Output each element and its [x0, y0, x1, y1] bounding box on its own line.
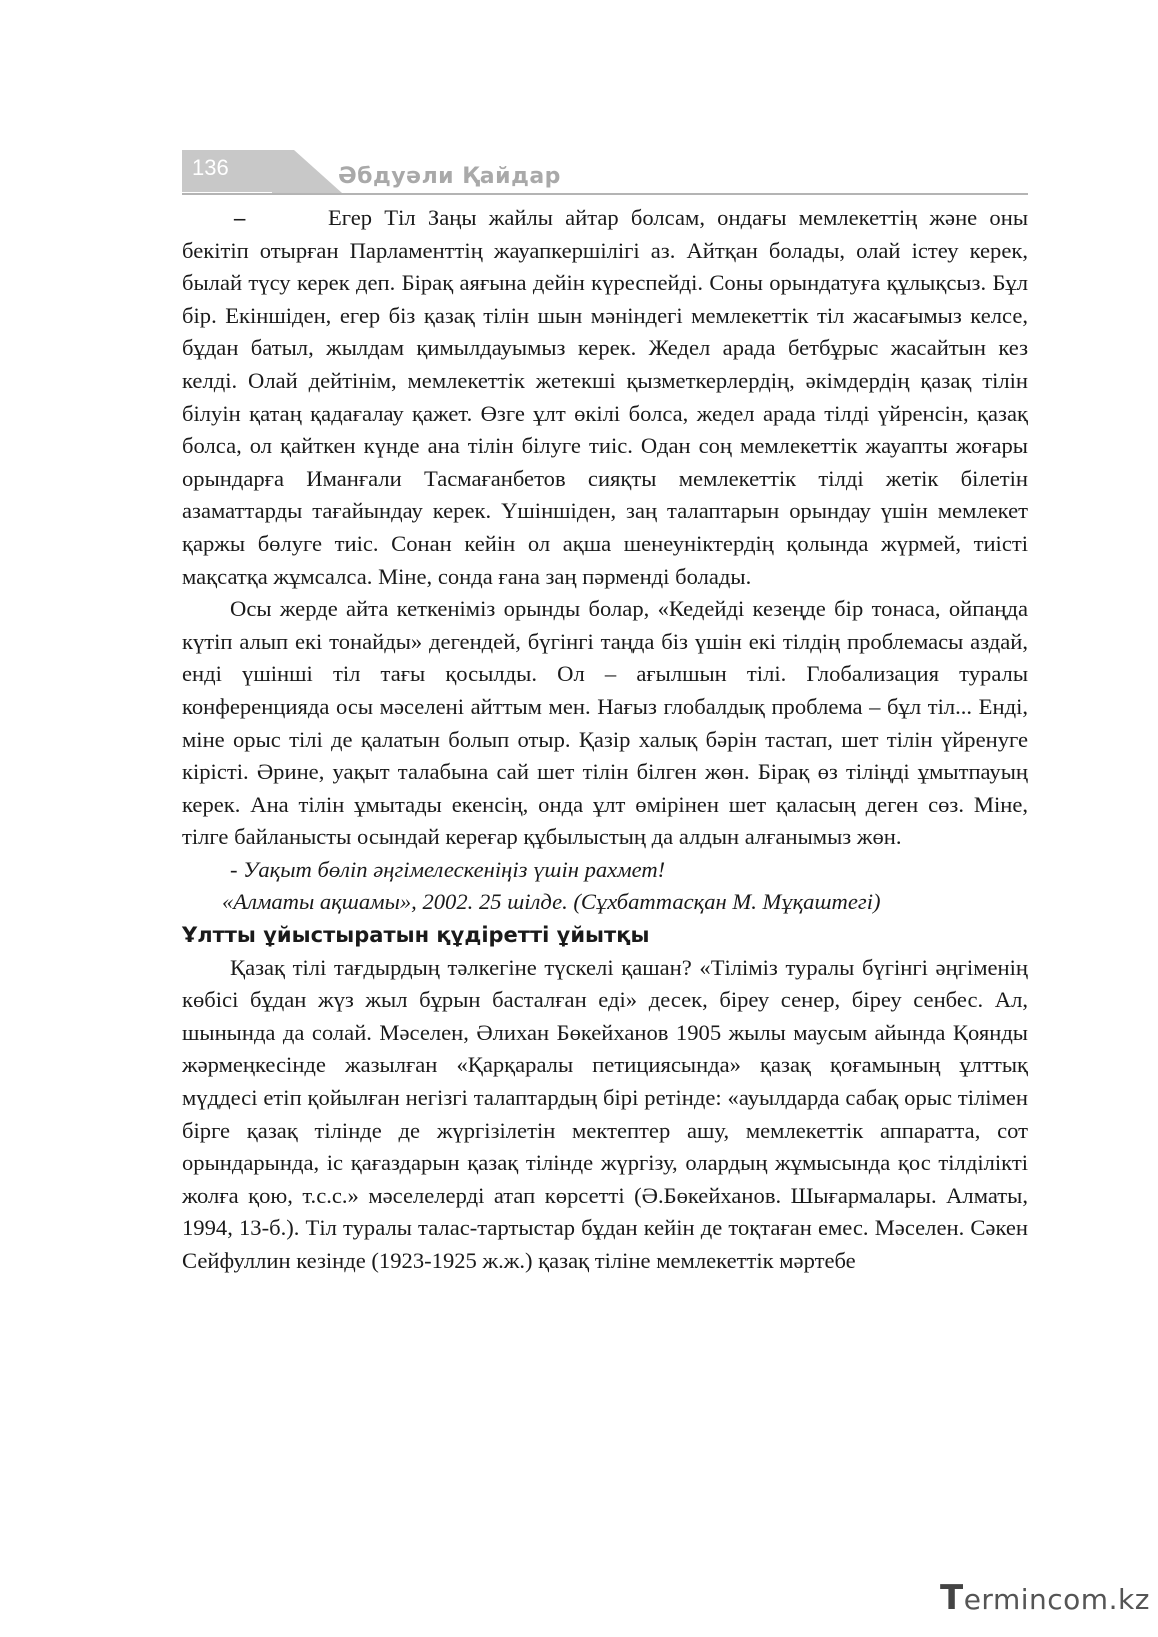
paragraph: Қазақ тілі тағдырдың тәлкегіне түскелі қашан? «Тіліміз туралы бүгінгі әңгіменің көбісі бұдан жүз жыл бұрын басталған еді» десек, біреу сенер, біреу сенбес. Ал, шынында да солай. Мәселен, Әлихан Бөкейханов 1905 жылы маусым айында Қоянды жәрмеңкесінде жазылған «Қарқаралы петициясында» қазақ қоғамының ұлттық мүддесі етіп қойылған негізгі талаптардың бірі ретінде: «ауылдарда сабақ орыс тілімен бірге қазақ тілінде де жүргізілетін мектептер ашу, мемлекеттік аппаратта, сот орындарында, іс қағаздарын қазақ тілінде жүргізу, олардың жұмысында қос тілділікті жолға қою, т.с.с.» мәселелерді атап көрсетті (Ә.Бөкейханов. Шығармалары. Алматы, 1994, 13-б.). Тіл туралы талас-тартыстар бұдан кейін де тоқтаған емес. Мәселен. Сәкен Сейфуллин кезінде (1923-1925 ж.ж.) қазақ тіліне мемлекеттік мәртебе — [182, 954, 1028, 1273]
running-header-author: Әбдуәли Қайдар — [338, 164, 561, 189]
paragraph: Осы жерде айта кеткеніміз орынды болар, «Кедейді кезеңде бір тонаса, ойпаңда күтіп алып екі тонайды» дегендей, бүгінгі таңда біз үшін екі тілдің проблемасы аздай, енді үшінші тіл тағы қосылды. Ол – ағылшын тілі. Глобализация туралы конференцияда осы мәселені айттым мен. Нағыз глобалдық проблема – бұл тіл... Енді, міне орыс тілі де қалатын болып отыр. Қазір халық бәрін тастап, шет тілін үйренуге кірісті. Әрине, уақыт талабына сай шет тілін білген жөн. Бірақ өз тіліңді ұмытпауың керек. Ана тілін ұмытады екенсің, онда ұлт өмірінен шет қаласың деген сөз. Міне, тілге байланысты осындай кереғар құбылыстың да алдын алғанымыз жөн. — [182, 596, 1028, 850]
closing-thanks: - Уақыт бөліп әңгімелескеніңіз үшін рахмет! — [230, 856, 666, 882]
page-number-box — [182, 150, 274, 192]
source-citation: «Алматы ақшамы», 2002. 25 шілде. (Сұхбаттасқан М. Мұқаштегі) — [222, 889, 881, 915]
running-header — [182, 150, 1028, 196]
paragraph-text: Егер Тіл Заңы жайлы айтар болсам, ондағы мемлекеттің және оны бекітіп отырған Парламенттің жауапкершілігі аз. Айтқан болады, олай істеу керек, былай түсу керек деп. Бірақ аяғына дейін күреспейді. Соны орындатуға құлықсыз. Бұл бір. Екіншіден, егер біз қазақ тілін шын мәніндегі мемлекеттік тіл жасағымыз келсе, бұдан батыл, жылдам қимылдауымыз керек. Жедел арада бетбұрыс жасайтын кез келді. Олай дейтінім, мемлекеттік жетекші қызметкерлердің, әкімдердің қазақ тілін білуін қатаң қадағалау қажет. Өзге ұлт өкілі болса, жедел арада тілді үйренсін, қазақ болса, ол қайткен күнде ана тілін білуге тиіс. Одан соң мемлекеттік жауапты жоғары орындарға Иманғали Тасмағанбетов сияқты мемлекеттік тілді жетік білетін азаматтарды тағайындау керек. Үшіншіден, заң талаптарын орындау үшін мемлекет қаржы бөлуге тиіс. Сонан кейін ол ақша шенеуніктердің қолында жүрмей, тиісті мақсатқа жұмсалса. Міне, сонда ғана заң пәрменді болады. — [182, 205, 1028, 589]
section-title: Ұлтты ұйыстыратын құдіретті ұйытқы — [182, 923, 650, 948]
terminkom-logo: Termincom.kz — [940, 1578, 1150, 1618]
header-tab-shape — [272, 150, 342, 193]
page-body — [182, 202, 1028, 1278]
page-number: 136 — [192, 155, 229, 180]
paragraph — [182, 202, 1028, 593]
dialogue-dash: – — [234, 205, 246, 230]
header-rule — [182, 193, 1028, 195]
